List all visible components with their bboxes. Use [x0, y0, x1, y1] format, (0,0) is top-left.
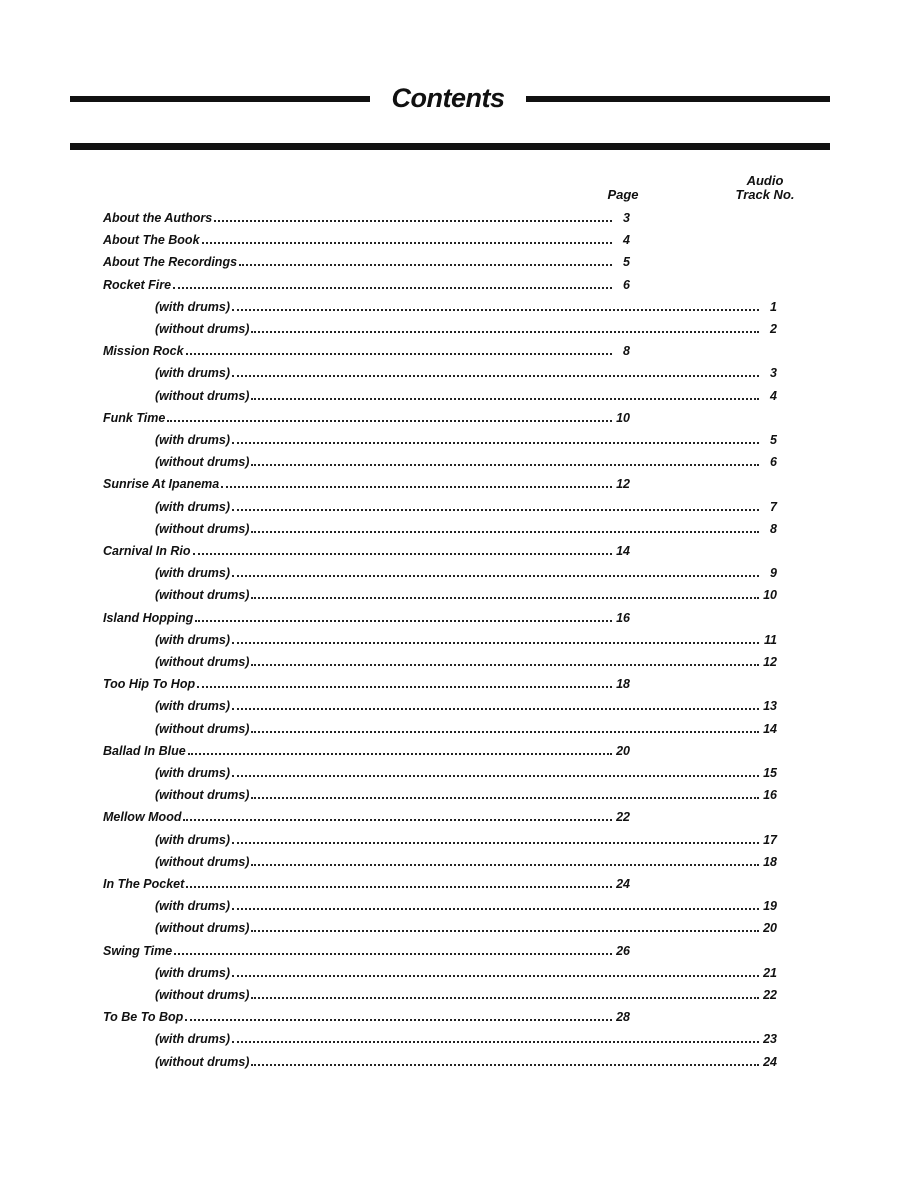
track-number: 21 — [763, 965, 777, 980]
track-number: 11 — [764, 632, 777, 647]
dot-leader — [239, 264, 612, 266]
page-column-header: Page — [607, 187, 639, 202]
toc-entry — [103, 273, 630, 293]
toc-track-entry — [155, 783, 777, 803]
track-number: 8 — [770, 521, 777, 536]
audio-track-column-header — [722, 174, 808, 202]
toc-track-entry — [155, 828, 777, 848]
title-rule-left — [70, 96, 370, 102]
dot-leader — [232, 375, 759, 377]
page-number: 22 — [616, 810, 630, 825]
entry-title: In The Pocket — [103, 877, 185, 891]
track-label: (with drums) — [155, 766, 230, 780]
toc-entry — [103, 406, 630, 426]
track-label: (without drums) — [155, 322, 250, 336]
dot-leader — [186, 353, 612, 355]
track-number: 20 — [763, 921, 777, 936]
page-number: 4 — [623, 233, 630, 248]
toc-entry — [103, 606, 630, 626]
title-rule-right — [526, 96, 830, 102]
track-label: (without drums) — [155, 521, 250, 536]
track-label: (with drums) — [155, 499, 230, 514]
page-number: 8 — [623, 344, 630, 359]
dot-leader — [173, 287, 612, 289]
entry-title: Ballad In Blue — [103, 743, 186, 758]
dot-leader — [195, 620, 612, 622]
dot-leader — [232, 775, 759, 777]
dot-leader — [185, 1019, 612, 1021]
track-number: 2 — [770, 322, 777, 336]
toc-entry — [103, 939, 630, 959]
dot-leader — [167, 420, 612, 422]
audio-header-line1: Audio — [746, 173, 784, 188]
toc-track-entry — [155, 1050, 777, 1070]
toc-entry — [103, 1005, 630, 1025]
track-number: 14 — [763, 721, 777, 736]
page-number: 20 — [616, 743, 630, 758]
track-label: (without drums) — [155, 988, 250, 1002]
page-title: Contents — [391, 83, 505, 113]
toc-track-entry — [155, 361, 777, 381]
dot-leader — [188, 753, 612, 755]
dot-leader — [251, 930, 759, 932]
track-label: (without drums) — [155, 588, 250, 603]
entry-title: To Be To Bop — [103, 1010, 184, 1025]
dot-leader — [183, 819, 612, 821]
track-number: 1 — [770, 299, 777, 314]
track-label: (without drums) — [155, 388, 250, 403]
page-number: 10 — [616, 410, 630, 425]
toc-entry — [103, 228, 630, 248]
page-number: 6 — [623, 277, 630, 292]
toc-entry — [103, 250, 630, 270]
track-number: 24 — [763, 1054, 777, 1069]
page-number: 5 — [623, 255, 630, 270]
dot-leader — [232, 1041, 759, 1043]
toc-track-entry — [155, 428, 777, 448]
page-number: 26 — [616, 943, 630, 958]
dot-leader — [232, 575, 759, 577]
track-label: (with drums) — [155, 299, 230, 314]
header-divider — [70, 143, 830, 150]
track-number: 18 — [763, 854, 777, 869]
track-label: (without drums) — [155, 655, 250, 669]
page-number: 24 — [616, 877, 630, 891]
dot-leader — [251, 464, 759, 466]
toc-track-entry — [155, 295, 777, 315]
toc-track-entry — [155, 894, 777, 914]
dot-leader — [232, 309, 759, 311]
entry-title: Mission Rock — [103, 344, 184, 359]
track-label: (without drums) — [155, 721, 250, 736]
toc-track-entry — [155, 850, 777, 870]
track-number: 17 — [763, 832, 777, 847]
track-number: 6 — [770, 455, 777, 470]
toc-track-entry — [155, 628, 777, 648]
toc-entry — [103, 539, 630, 559]
dot-leader — [251, 731, 759, 733]
track-label: (with drums) — [155, 366, 230, 381]
dot-leader — [232, 642, 759, 644]
track-number: 3 — [770, 366, 777, 381]
entry-title: Funk Time — [103, 410, 166, 425]
track-number: 22 — [763, 988, 777, 1002]
toc-entry — [103, 472, 630, 492]
entry-title: Carnival In Rio — [103, 544, 191, 558]
toc-track-entry — [155, 916, 777, 936]
dot-leader — [232, 509, 759, 511]
page-number: 3 — [623, 211, 630, 225]
toc-track-entry — [155, 384, 777, 404]
toc-entry — [103, 805, 630, 825]
dot-leader — [251, 398, 759, 400]
track-label: (with drums) — [155, 699, 230, 714]
toc-entry — [103, 872, 630, 892]
dot-leader — [232, 708, 759, 710]
entry-title: About the Authors — [103, 211, 213, 225]
toc-track-entry — [155, 983, 777, 1003]
page-number: 12 — [616, 477, 630, 492]
track-label: (with drums) — [155, 965, 230, 980]
dot-leader — [251, 331, 759, 333]
dot-leader — [251, 597, 759, 599]
dot-leader — [193, 553, 612, 555]
entry-title: Sunrise At Ipanema — [103, 477, 220, 492]
dot-leader — [221, 486, 612, 488]
dot-leader — [251, 664, 759, 666]
dot-leader — [232, 908, 759, 910]
contents-title-row — [70, 78, 830, 122]
toc-track-entry — [155, 961, 777, 981]
toc-entry — [103, 206, 630, 226]
dot-leader — [232, 842, 759, 844]
dot-leader — [251, 797, 759, 799]
track-label: (with drums) — [155, 632, 230, 647]
track-number: 5 — [770, 433, 777, 447]
page-number: 18 — [616, 677, 630, 692]
toc-entry — [103, 672, 630, 692]
toc-entry — [103, 739, 630, 759]
page-number: 16 — [616, 610, 630, 625]
track-label: (with drums) — [155, 566, 230, 581]
track-label: (without drums) — [155, 921, 250, 936]
dot-leader — [251, 997, 759, 999]
toc-track-entry — [155, 1027, 777, 1047]
track-number: 16 — [763, 788, 777, 803]
page-number: 14 — [616, 544, 630, 558]
track-label: (with drums) — [155, 899, 230, 914]
toc-track-entry — [155, 583, 777, 603]
track-number: 9 — [770, 566, 777, 581]
dot-leader — [251, 864, 759, 866]
track-number: 23 — [763, 1032, 777, 1047]
track-number: 19 — [763, 899, 777, 914]
entry-title: Swing Time — [103, 943, 173, 958]
track-number: 4 — [770, 388, 777, 403]
entry-title: Too Hip To Hop — [103, 677, 196, 692]
dot-leader — [251, 531, 759, 533]
toc-track-entry — [155, 561, 777, 581]
toc-track-entry — [155, 694, 777, 714]
toc-track-entry — [155, 650, 777, 670]
track-number: 12 — [763, 655, 777, 669]
entry-title: Mellow Mood — [103, 810, 182, 825]
toc-entry — [103, 339, 630, 359]
track-label: (without drums) — [155, 788, 250, 803]
dot-leader — [197, 686, 612, 688]
dot-leader — [251, 1064, 759, 1066]
entry-title: About The Book — [103, 233, 200, 248]
entry-title: About The Recordings — [103, 255, 238, 270]
dot-leader — [232, 975, 759, 977]
entry-title: Rocket Fire — [103, 277, 172, 292]
track-label: (with drums) — [155, 433, 230, 447]
track-label: (with drums) — [155, 832, 230, 847]
track-label: (without drums) — [155, 854, 250, 869]
toc-track-entry — [155, 717, 777, 737]
track-number: 15 — [763, 766, 777, 780]
track-label: (without drums) — [155, 455, 250, 470]
page-number: 28 — [616, 1010, 630, 1025]
dot-leader — [174, 953, 612, 955]
toc-track-entry — [155, 317, 777, 337]
track-number: 10 — [763, 588, 777, 603]
track-number: 13 — [763, 699, 777, 714]
dot-leader — [186, 886, 612, 888]
dot-leader — [232, 442, 759, 444]
toc-track-entry — [155, 495, 777, 515]
toc-track-entry — [155, 761, 777, 781]
track-label: (without drums) — [155, 1054, 250, 1069]
audio-header-line2: Track No. — [735, 187, 795, 202]
entry-title: Island Hopping — [103, 610, 194, 625]
toc-track-entry — [155, 517, 777, 537]
dot-leader — [202, 242, 612, 244]
dot-leader — [214, 220, 612, 222]
toc-track-entry — [155, 450, 777, 470]
track-label: (with drums) — [155, 1032, 230, 1047]
track-number: 7 — [770, 499, 777, 514]
